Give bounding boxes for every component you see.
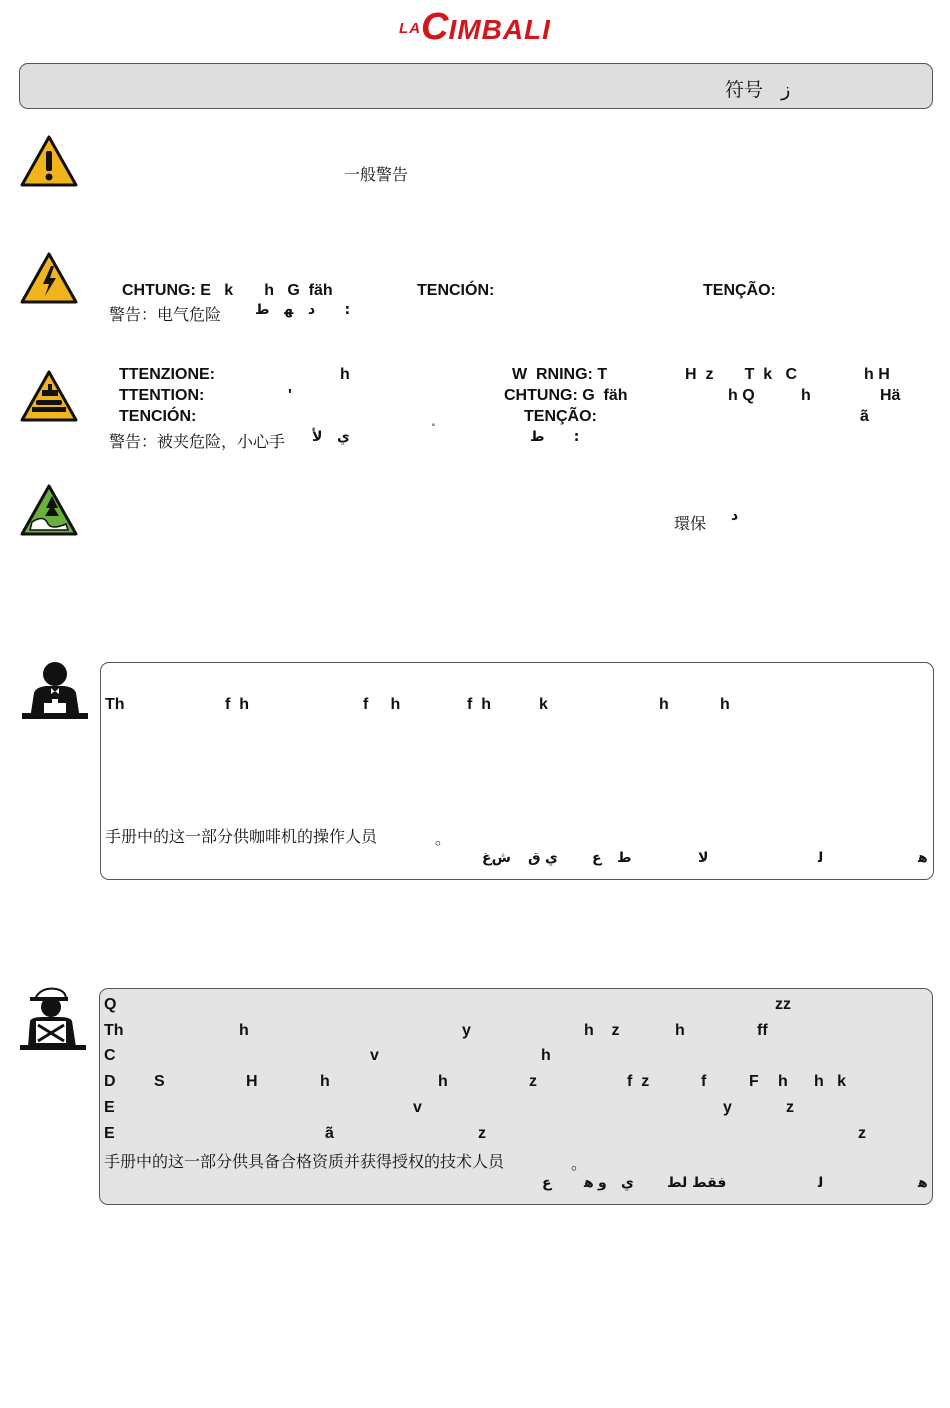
operator-ar-1: ﻕ [528, 850, 541, 866]
environment-label: 環保 [674, 514, 707, 533]
tech-r1-4: h [675, 1022, 685, 1039]
general-warning-label: 一般警告 [344, 165, 409, 184]
crush-warning-zh: 警告：被夹危险，小心手 [109, 432, 286, 451]
tech-r1-0: Th [104, 1022, 124, 1039]
operator-ar-2: ﻱ [545, 850, 558, 866]
environment-ar: ﺩ [731, 508, 739, 524]
logo-rest: IMBALI [448, 14, 551, 45]
tech-r4-2: y [723, 1099, 732, 1116]
operator-en-4: k [539, 696, 548, 713]
tech-r4-3: z [786, 1099, 794, 1116]
tech-r1-1: h [239, 1022, 249, 1039]
tech-r3-5: z [529, 1073, 537, 1090]
crush-warning-fr-b: ' [288, 387, 292, 404]
operator-en-6: h [720, 696, 730, 713]
electric-warning-es: TENCIÓN: [417, 282, 495, 299]
electric-warning-ar: ﺩ ﻬ ﻁ : [255, 302, 351, 318]
tech-r3-9: h [778, 1073, 788, 1090]
tech-r3-6: f z [627, 1073, 650, 1090]
tech-r0-1: zz [775, 996, 791, 1013]
operator-info-box [100, 662, 934, 880]
operator-ar-5: ﻻ [698, 850, 709, 866]
operator-icon [22, 661, 88, 721]
tech-ar-1: ﻫ [584, 1175, 594, 1191]
tech-r5-0: E [104, 1125, 115, 1142]
crush-warning-it-b: h [340, 366, 350, 383]
tech-r3-10: h k [814, 1073, 847, 1090]
tech-r3-3: h [320, 1073, 330, 1090]
tech-r5-3: z [858, 1125, 866, 1142]
operator-en-5: h [659, 696, 669, 713]
operator-en-0: Th [105, 696, 125, 713]
crush-warning-es: TENCIÓN: [119, 408, 197, 425]
tech-r2-0: C [104, 1047, 116, 1064]
tech-ar-0: ﻉ [542, 1175, 552, 1191]
tech-r3-7: f [701, 1073, 707, 1090]
operator-ar-0: ﺵﻍ [482, 850, 511, 866]
tech-r1-3: h z [584, 1022, 620, 1039]
technician-info-box [99, 988, 933, 1205]
operator-en-1: f h [225, 696, 249, 713]
electric-hazard-icon [20, 252, 78, 304]
logo-prefix: LA [399, 20, 422, 37]
crush-warning-de-d: Hä [880, 387, 901, 404]
tech-r3-0: D [104, 1073, 116, 1090]
tech-r4-1: v [413, 1099, 422, 1116]
tech-r5-2: z [478, 1125, 486, 1142]
tech-r2-2: h [541, 1047, 551, 1064]
electric-warning-de: CHTUNG: E k h G fäh [122, 282, 333, 299]
crush-warning-de: CHTUNG: G fäh [504, 387, 628, 404]
operator-ar-6: ﻟ [818, 850, 824, 866]
crush-warning-de-c: h [801, 387, 811, 404]
tech-ar-3: ﻱ [621, 1175, 634, 1191]
electric-warning-pt: TENÇÃO: [703, 282, 776, 299]
environment-icon [20, 484, 78, 536]
operator-en-2: f h [363, 696, 401, 713]
electric-warning-zh: 警告：电气危险 [109, 305, 222, 324]
technician-zh-end: 。 [571, 1154, 588, 1173]
tech-r3-2: H [246, 1073, 258, 1090]
tech-r2-1: v [370, 1047, 379, 1064]
hand-crush-icon [20, 370, 78, 422]
section-header [19, 63, 933, 109]
crush-warning-en-c: h H [864, 366, 890, 383]
general-warning-icon [20, 135, 78, 187]
tech-ar-2: ﻭ [598, 1175, 607, 1191]
tech-ar-6: ﻫ [918, 1175, 928, 1191]
crush-warning-en-b: H z T k C [685, 366, 798, 383]
tech-r3-4: h [438, 1073, 448, 1090]
operator-zh-end: 。 [435, 829, 452, 848]
brand-logo [0, 6, 950, 49]
tech-r5-1: ã [325, 1125, 334, 1142]
tech-r3-1: S [154, 1073, 165, 1090]
crush-warning-ar-b: ﻁ : [530, 429, 580, 445]
tech-r1-5: ff [757, 1022, 768, 1039]
operator-ar-3: ﻉ [592, 850, 602, 866]
operator-ar-4: ﻁ [617, 850, 632, 866]
operator-en-3: f h [467, 696, 491, 713]
technician-icon [20, 987, 86, 1051]
crush-warning-pt-b: ã [860, 408, 869, 425]
crush-warning-ar: ﻱ ﻷ [312, 429, 350, 445]
crush-warning-pt: TENÇÃO: [524, 408, 597, 425]
section-title: 符号 ﺯ [725, 79, 791, 101]
crush-warning-dot: ˚ [432, 424, 436, 435]
crush-warning-fr: TTENTION: [119, 387, 205, 404]
crush-warning-de-b: h Q [728, 387, 755, 404]
tech-r0-0: Q [104, 996, 117, 1013]
crush-warning-it: TTENZIONE: [119, 366, 215, 383]
operator-zh: 手册中的这一部分供咖啡机的操作人员 [105, 827, 378, 846]
tech-ar-5: ﻟ [818, 1175, 824, 1191]
tech-r1-2: y [462, 1022, 471, 1039]
tech-ar-4: ﻓﻘﻂ ﻟﻂ [667, 1175, 727, 1191]
crush-warning-en: W RNING: T [512, 366, 608, 383]
logo-initial: C [421, 6, 449, 48]
tech-r3-8: F [749, 1073, 759, 1090]
tech-r4-0: E [104, 1099, 115, 1116]
technician-zh: 手册中的这一部分供具备合格资质并获得授权的技术人员 [104, 1152, 505, 1171]
operator-ar-7: ﻫ [918, 850, 928, 866]
